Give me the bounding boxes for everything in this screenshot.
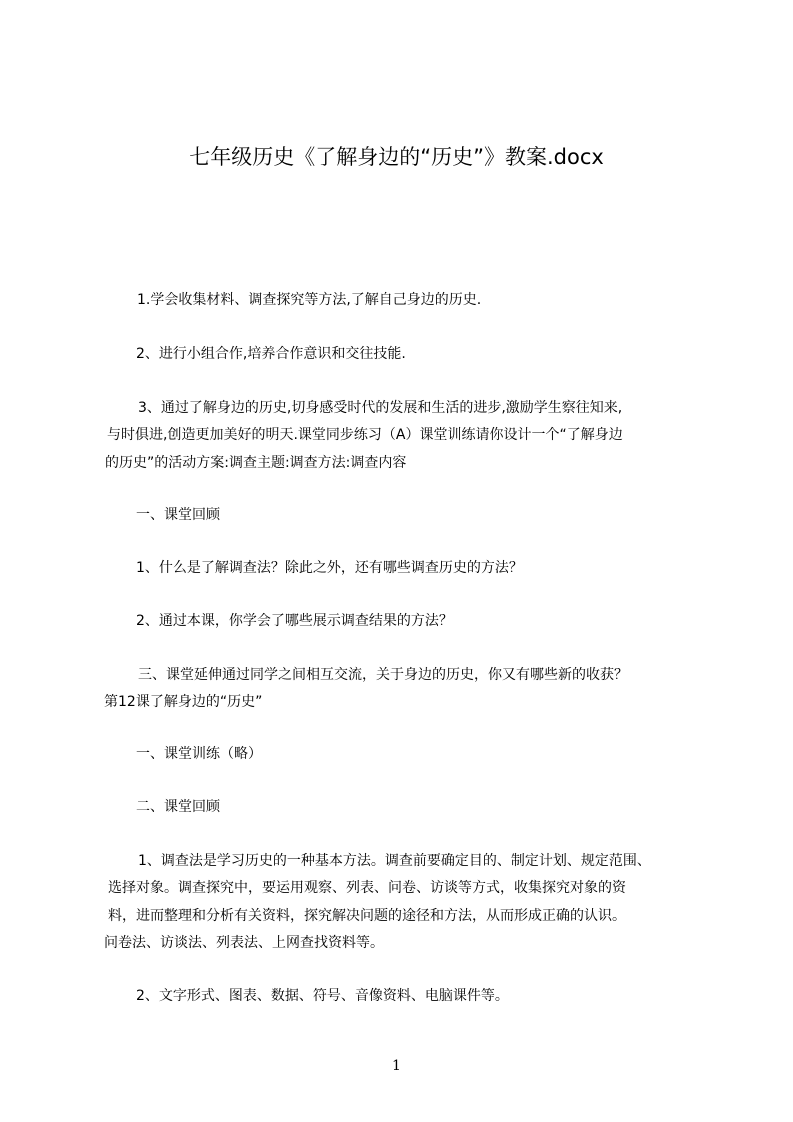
review-question-2-text: 2、通过本课，你学会了哪些展示调查结果的方法？ xyxy=(136,613,453,629)
section-extension-line-1: 三、课堂延伸通过同学之间相互交流，关于身边的历史，你又有哪些新的收获？ xyxy=(138,667,628,683)
review-question-1-text: 1、什么是了解调查法？除此之外，还有哪些调查历史的方法？ xyxy=(136,560,523,576)
answer-1-line-1: 1、调查法是学习历史的一种基本方法。调查前要确定目的、制定计划、规定范围、 xyxy=(138,853,651,869)
objective-1-line-1: 1.学会收集材料、调查探究等方法,了解自己身边的历史. xyxy=(137,292,482,308)
page-number: 1 xyxy=(392,1058,401,1074)
answer-2-text: 2、文字形式、图表、数据、符号、音像资料、电脑课件等。 xyxy=(136,988,509,1004)
objective-3-line-1: 3、通过了解身边的历史,切身感受时代的发展和生活的进步,激励学生察往知来, xyxy=(138,400,623,416)
objective-3-line-2: 与时俱进,创造更加美好的明天.课堂同步练习（A）课堂训练请你设计一个“了解身边 xyxy=(107,427,623,443)
answer-1-line-3: 料，进而整理和分析有关资料，探究解决问题的途径和方法，从而形成正确的认识。 xyxy=(108,908,626,924)
answer-1-line-2: 选择对象。调查探究中，要运用观察、列表、问卷、访谈等方式，收集探究对象的资 xyxy=(108,880,626,896)
document-title: 七年级历史《了解身边的“历史”》教案.docx xyxy=(189,145,604,169)
answer-1-line-4: 问卷法、访谈法、列表法、上网查找资料等。 xyxy=(104,935,384,951)
section-review-heading-2-text: 二、课堂回顾 xyxy=(136,799,220,815)
objective-3-line-3: 的历史”的活动方案:调查主题:调查方法:调查内容 xyxy=(105,455,407,471)
section-training-heading-text: 一、课堂训练（略） xyxy=(136,746,262,762)
objective-2-line-1: 2、进行小组合作,培养合作意识和交往技能. xyxy=(136,346,406,362)
lesson-heading: 第12课了解身边的“历史” xyxy=(104,694,263,710)
section-review-heading-text: 一、课堂回顾 xyxy=(136,507,220,523)
